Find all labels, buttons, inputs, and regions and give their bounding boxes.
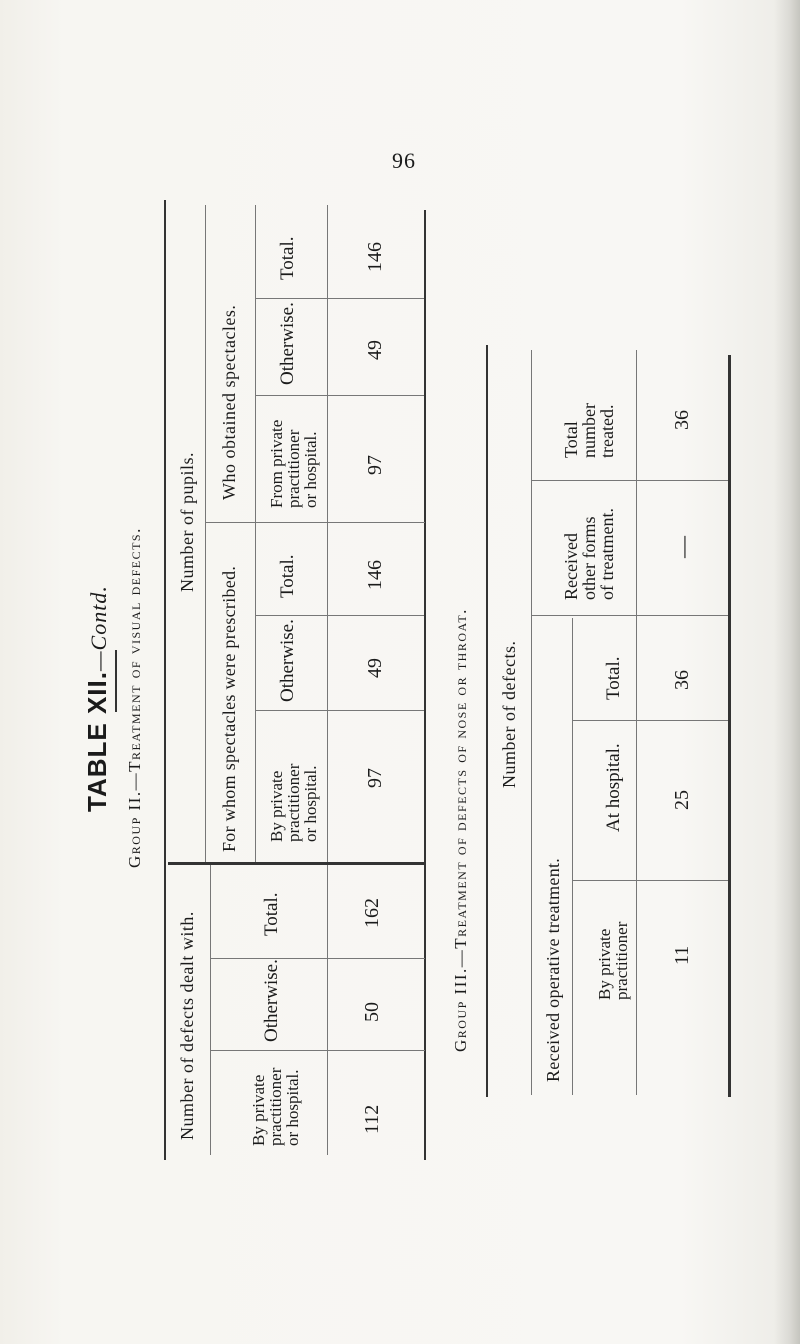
- g2-prescribed-value-private: 97: [364, 768, 386, 788]
- g3-operative-label-rule: [572, 618, 573, 1095]
- table-title-main: TABLE XII.: [82, 671, 112, 812]
- g2-prescribed-header-total: Total.: [277, 554, 298, 598]
- g3-operative-header-private: By private practitioner: [595, 921, 631, 1000]
- g3-operative-col-div-1: [573, 720, 728, 721]
- g2-obtained-header-otherwise: Otherwise.: [277, 302, 298, 385]
- g2-obtained-value-otherwise: 49: [364, 340, 386, 360]
- g3-total-treated-value: 36: [671, 410, 693, 430]
- g2-obtained-subheader-rule: [255, 205, 256, 522]
- g2-prescribed-value-otherwise: 49: [364, 658, 386, 678]
- g2-prescribed-subheader-rule: [255, 523, 256, 862]
- g2-prescribed-header-private: By private practitioner or hospital.: [267, 763, 320, 842]
- g2-prescribed-col-div-2: [256, 710, 424, 711]
- g2-defects-value-otherwise: 50: [361, 1002, 383, 1022]
- g2-defects-header-total: Total.: [261, 892, 282, 936]
- g3-operative-header-total: Total.: [603, 656, 624, 700]
- group3-heading: Group III.—Treatment of defects of nose or throat.: [451, 608, 470, 1052]
- g2-obtained-label: Who obtained spectacles.: [219, 304, 239, 500]
- g2-bottom-border: [424, 210, 426, 1160]
- g2-defects-col-div-1: [211, 958, 425, 959]
- g3-operative-label: Received operative treatment.: [543, 857, 563, 1082]
- g2-defects-label-rule: [210, 865, 211, 1155]
- g3-other-forms-label: Received other forms of treatment.: [561, 508, 617, 600]
- g3-top-border: [486, 345, 488, 1097]
- g3-operative-header-hospital: At hospital.: [603, 743, 624, 832]
- g3-number-label-rule: [531, 350, 532, 1095]
- title-underline: [115, 650, 117, 712]
- g2-defects-header-private: By private practitioner or hospital.: [249, 1067, 302, 1146]
- g3-other-forms-value: —: [670, 536, 695, 558]
- g2-prescribed-header-otherwise: Otherwise.: [277, 619, 298, 702]
- g2-defects-header-otherwise: Otherwise.: [261, 959, 282, 1042]
- g3-other-operative-divider: [532, 615, 728, 616]
- g2-prescribed-col-div-1: [256, 615, 424, 616]
- g2-top-border: [164, 200, 166, 1160]
- group2-heading: Group II.—Treatment of visual defects.: [125, 527, 144, 868]
- g2-defects-col-div-2: [211, 1050, 425, 1051]
- g2-obtained-col-div-1: [256, 298, 424, 299]
- g2-defects-value-total: 162: [361, 898, 383, 928]
- g3-header-value-rule: [636, 350, 637, 1095]
- g2-header-value-rule-1: [327, 205, 328, 862]
- g2-obtained-value-total: 146: [364, 242, 386, 272]
- page-number: 96: [392, 148, 416, 173]
- page-edge-shadow: [774, 0, 800, 1344]
- g3-operative-value-total: 36: [671, 670, 693, 690]
- g2-defects-value-private: 112: [361, 1104, 383, 1134]
- g3-operative-value-private: 11: [671, 945, 693, 965]
- g2-pupils-label: Number of pupils.: [177, 452, 197, 592]
- table-title: [84, 585, 110, 812]
- g2-prescribed-label: For whom spectacles were prescribed.: [219, 565, 239, 852]
- table-title-contd: —Contd.: [86, 585, 111, 672]
- g3-operative-value-hospital: 25: [671, 790, 693, 810]
- g3-total-treated-label: Total number treated.: [561, 403, 617, 458]
- g2-defects-header-value-rule: [327, 865, 328, 1155]
- g3-bottom-border: [728, 355, 731, 1097]
- g3-total-other-divider: [532, 480, 728, 481]
- g2-defects-label: Number of defects dealt with.: [177, 911, 197, 1140]
- g3-number-label: Number of defects.: [499, 640, 519, 788]
- g2-prescribed-obtained-divider: [205, 522, 425, 523]
- g2-obtained-value-private: 97: [364, 455, 386, 475]
- g2-obtained-header-private: From private practitioner or hospital.: [267, 419, 320, 508]
- g2-prescribed-value-total: 146: [364, 560, 386, 590]
- g2-block-divider: [168, 862, 424, 865]
- g2-obtained-header-total: Total.: [277, 236, 298, 280]
- g2-pupils-label-rule: [205, 205, 206, 862]
- g3-operative-col-div-2: [573, 880, 728, 881]
- g2-obtained-col-div-2: [256, 395, 424, 396]
